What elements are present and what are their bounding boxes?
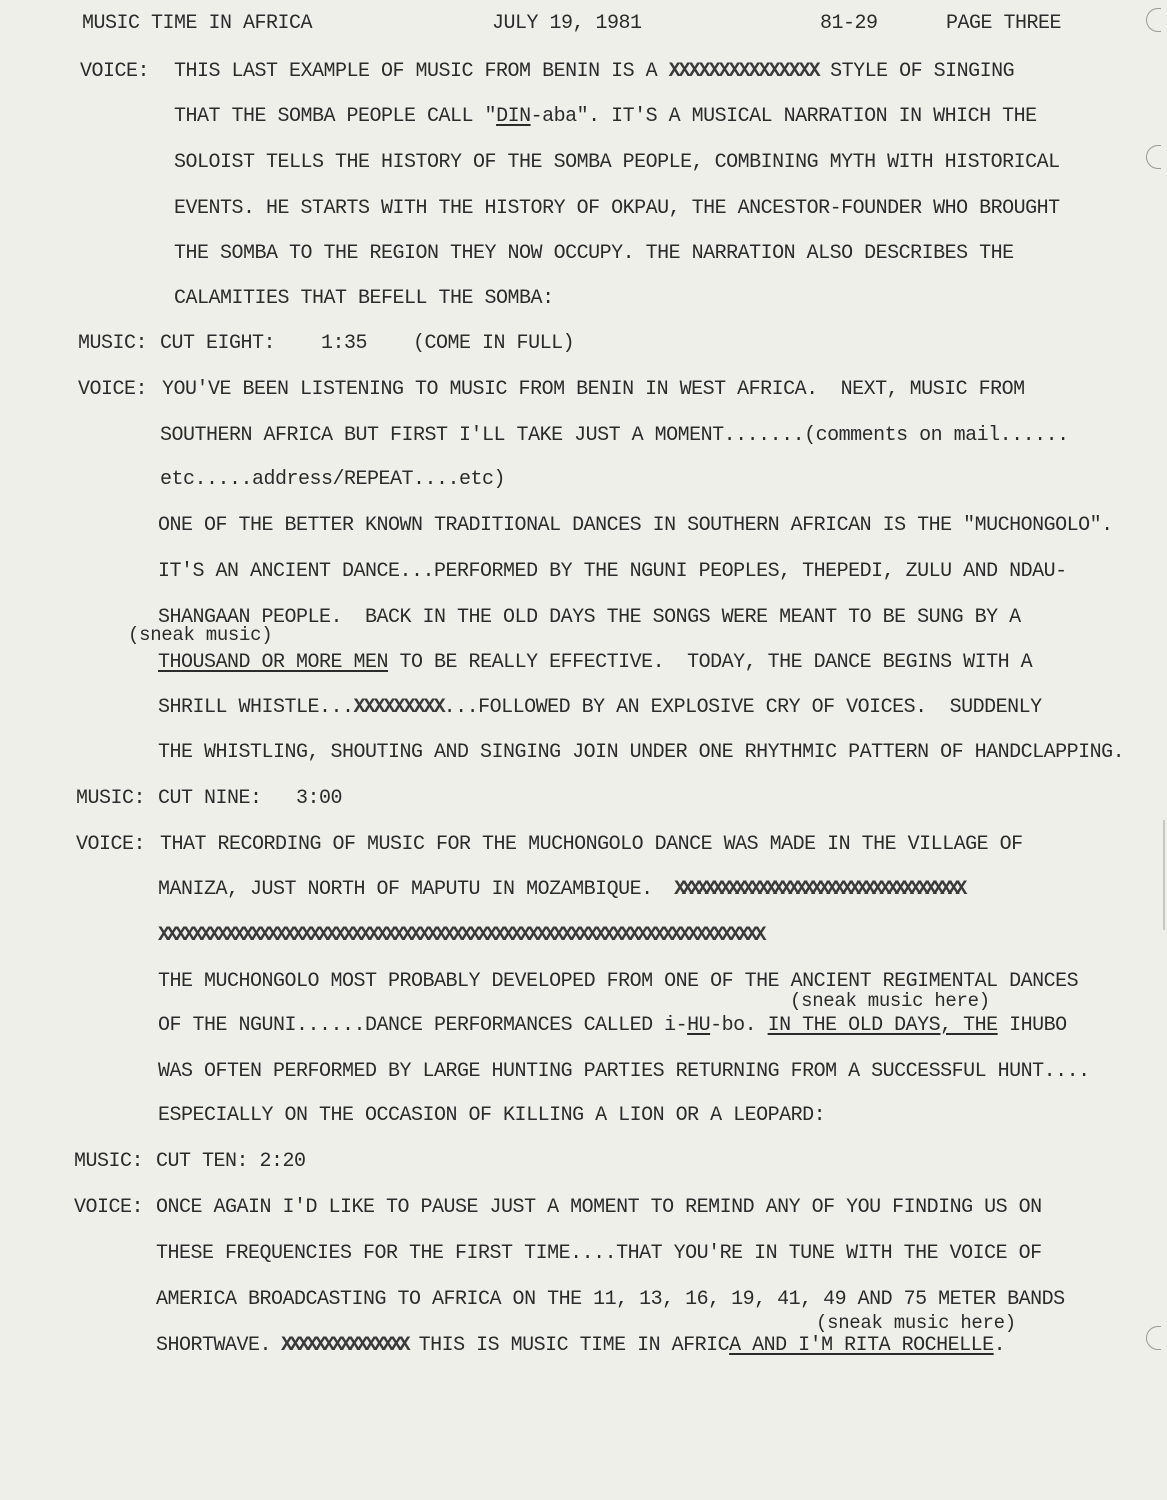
script-line (158, 651, 1032, 675)
script-line: IT'S AN ANCIENT DANCE...PERFORMED BY THE NGUNI PEOPLES, THEPEDI, ZULU AND NDAU- (158, 560, 1067, 583)
music-cue: CUT TEN: 2:20 (156, 1150, 306, 1173)
script-line: ONE OF THE BETTER KNOWN TRADITIONAL DANCES IN SOUTHERN AFRICAN IS THE "MUCHONGOLO". (158, 514, 1113, 537)
voice-label: VOICE: (74, 1196, 144, 1219)
voice-label: VOICE: (80, 60, 150, 83)
music-label: MUSIC: (78, 332, 148, 355)
strikeout-line: XXXXXXXXXXXXXXXXXXXXXXXXXXXXXXXXXXXXXXXXXXXXXXXXXXXXXXXXXXXXXXXXXXXXXXXX (158, 924, 763, 947)
line-text: SHORTWAVE. (156, 1334, 272, 1357)
pronunciation-stress: DIN (496, 105, 531, 128)
script-number: 81-29 (820, 12, 878, 35)
music-label: MUSIC: (76, 787, 146, 810)
line-text: ...FOLLOWED BY AN EXPLOSIVE CRY OF VOICES. SUDDENLY (443, 696, 1042, 719)
script-line: WAS OFTEN PERFORMED BY LARGE HUNTING PARTIES RETURNING FROM A SUCCESSFUL HUNT.... (158, 1060, 1090, 1083)
program-title: MUSIC TIME IN AFRICA (82, 12, 313, 35)
music-cue: CUT NINE: 3:00 (158, 787, 343, 810)
strikeout-text: XXXXXXXXXXXXXXX (668, 60, 819, 83)
binder-hole-mark (1146, 8, 1161, 32)
handwritten-cue: (sneak music here) (816, 1312, 1016, 1334)
line-text: TO BE REALLY EFFECTIVE. TODAY, THE DANCE BEGINS WITH A (388, 651, 1033, 674)
script-line: EVENTS. HE STARTS WITH THE HISTORY OF OKPAU, THE ANCESTOR-FOUNDER WHO BROUGHT (174, 197, 1060, 220)
music-label: MUSIC: (74, 1150, 144, 1173)
underlined-text: A AND I'M RITA ROCHELLE (729, 1334, 994, 1357)
script-line (174, 60, 1014, 84)
script-line: THESE FREQUENCIES FOR THE FIRST TIME....THAT YOU'RE IN TUNE WITH THE VOICE OF (156, 1242, 1042, 1265)
script-line: THAT RECORDING OF MUSIC FOR THE MUCHONGOLO DANCE WAS MADE IN THE VILLAGE OF (160, 833, 1023, 856)
line-text: -bo. (710, 1014, 768, 1037)
margin-shadow (1163, 820, 1165, 930)
line-text: THIS LAST EXAMPLE OF MUSIC FROM BENIN IS A (174, 60, 658, 83)
line-text: THAT THE SOMBA PEOPLE CALL " (174, 105, 497, 128)
script-line: SHANGAAN PEOPLE. BACK IN THE OLD DAYS THE SONGS WERE MEANT TO BE SUNG BY A (158, 606, 1021, 629)
script-line: SOLOIST TELLS THE HISTORY OF THE SOMBA PEOPLE, COMBINING MYTH WITH HISTORICAL (174, 151, 1060, 174)
line-text: -aba". IT'S A MUSICAL NARRATION IN WHICH THE (530, 105, 1037, 128)
script-line (158, 1014, 1067, 1038)
underlined-text: THOUSAND OR MORE MEN (158, 651, 389, 674)
script-line: THE WHISTLING, SHOUTING AND SINGING JOIN UNDER ONE RHYTHMIC PATTERN OF HANDCLAPPING. (158, 741, 1125, 764)
script-line (158, 878, 963, 902)
voice-label: VOICE: (78, 378, 148, 401)
strikeout-text: XXXXXXXXXXXXXXX (281, 1334, 408, 1357)
script-line (174, 105, 1037, 129)
page-number: PAGE THREE (946, 12, 1062, 35)
music-cue: CUT EIGHT: 1:35 (COME IN FULL) (160, 332, 575, 355)
script-line: ONCE AGAIN I'D LIKE TO PAUSE JUST A MOMENT TO REMIND ANY OF YOU FINDING US ON (156, 1196, 1042, 1219)
voice-label: VOICE: (76, 833, 146, 856)
handwritten-cue: (sneak music here) (790, 990, 990, 1012)
line-text: MANIZA, JUST NORTH OF MAPUTU IN MOZAMBIQUE. (158, 878, 653, 901)
line-text: THIS IS MUSIC TIME IN AFRIC (407, 1334, 730, 1357)
strikeout-text: XXXXXXXXXXXXXXXXXXXXXXXXXXXXXXXXXXXXXX (674, 878, 963, 901)
line-text: SHRILL WHISTLE... (158, 696, 354, 719)
strikeout-text: XXXXXXXXX (353, 696, 444, 719)
binder-hole-mark (1146, 1326, 1161, 1350)
broadcast-date: JULY 19, 1981 (492, 12, 642, 35)
script-line: SOUTHERN AFRICA BUT FIRST I'LL TAKE JUST A MOMENT.......(comments on mail...... (160, 424, 1069, 447)
binder-hole-mark (1146, 145, 1161, 169)
underlined-text: IN THE OLD DAYS, THE (767, 1014, 998, 1037)
line-text: IHUBO (997, 1014, 1067, 1037)
script-line: YOU'VE BEEN LISTENING TO MUSIC FROM BENIN IN WEST AFRICA. NEXT, MUSIC FROM (162, 378, 1025, 401)
pronunciation-stress: HU (687, 1014, 711, 1037)
script-line: CALAMITIES THAT BEFELL THE SOMBA: (174, 287, 554, 310)
script-line: etc.....address/REPEAT....etc) (160, 468, 506, 491)
script-line (156, 1334, 1005, 1358)
line-text: STYLE OF SINGING (830, 60, 1015, 83)
script-line: ESPECIALLY ON THE OCCASION OF KILLING A LION OR A LEOPARD: (158, 1104, 826, 1127)
script-line: AMERICA BROADCASTING TO AFRICA ON THE 11, 13, 16, 19, 41, 49 AND 75 METER BANDS (156, 1288, 1065, 1311)
script-line (158, 696, 1042, 720)
handwritten-cue: (sneak music) (128, 624, 273, 646)
line-text: OF THE NGUNI......DANCE PERFORMANCES CALLED i- (158, 1014, 688, 1037)
script-line: THE MUCHONGOLO MOST PROBABLY DEVELOPED FROM ONE OF THE ANCIENT REGIMENTAL DANCES (158, 970, 1079, 993)
script-line: THE SOMBA TO THE REGION THEY NOW OCCUPY. THE NARRATION ALSO DESCRIBES THE (174, 242, 1014, 265)
line-text: . (993, 1334, 1006, 1357)
